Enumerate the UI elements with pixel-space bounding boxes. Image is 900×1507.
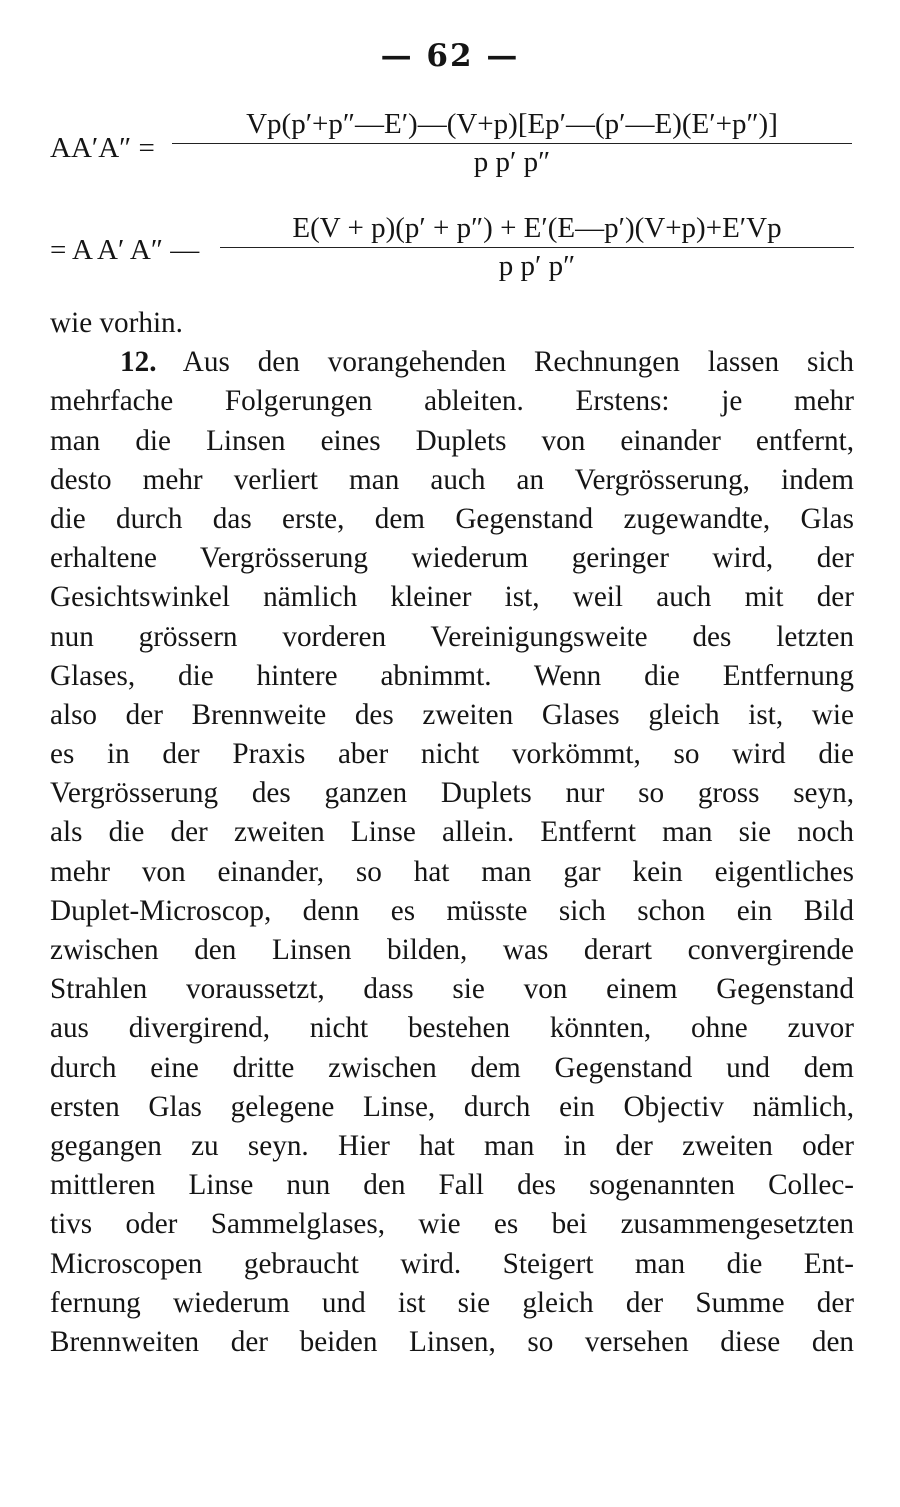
text-line xyxy=(50,343,854,382)
text-line: man die Linsen eines Duplets von einander entfernt, xyxy=(50,424,854,457)
equation-1-lhs: AA′A″ = xyxy=(50,132,155,164)
text-line: desto mehr verliert man auch an Vergrösserung, indem xyxy=(50,463,854,496)
text-line: also der Brennweite des zweiten Glases gleich ist, wie xyxy=(50,698,854,731)
equation-1-denominator: p p′ p″ xyxy=(473,146,551,178)
body-text xyxy=(50,304,854,1362)
text-line: Duplet-Microscop, denn es müsste sich schon ein Bild xyxy=(50,894,854,927)
equation-2-fraction xyxy=(220,212,854,283)
text-line: aus divergirend, nicht bestehen könnten, ohne zuvor xyxy=(50,1012,854,1045)
text-line: mehr von einander, so hat man gar kein eigentliches xyxy=(50,855,854,888)
text-line: es in der Praxis aber nicht vorkömmt, so wird die xyxy=(50,738,854,771)
text-line: gegangen zu seyn. Hier hat man in der zweiten oder xyxy=(50,1129,854,1162)
text-line: Glases, die hintere abnimmt. Wenn die Entfernung xyxy=(50,659,854,692)
equation-2 xyxy=(50,212,860,292)
equation-1 xyxy=(50,108,860,188)
equation-2-lhs: = A A′ A″ — xyxy=(50,234,200,266)
text-line: zwischen den Linsen bilden, was derart convergirende xyxy=(50,934,854,966)
text-line: Strahlen voraussetzt, dass sie von einem Gegenstand xyxy=(50,973,854,1006)
text-line-content: Aus den vorangehenden Rechnungen lassen sich xyxy=(182,346,855,379)
text-line: durch eine dritte zwischen dem Gegenstand und dem xyxy=(50,1051,854,1084)
text-line: Gesichtswinkel nämlich kleiner ist, weil auch mit der xyxy=(50,581,854,614)
text-line: nun grössern vorderen Vereinigungsweite des letzten xyxy=(50,620,854,653)
text-line: mehrfache Folgerungen ableiten. Erstens: je mehr xyxy=(50,385,854,418)
text-line: tivs oder Sammelglases, wie es bei zusammengesetzten xyxy=(50,1208,854,1241)
text-line: erhaltene Vergrösserung wiederum geringer wird, der xyxy=(50,542,854,575)
text-line: mittleren Linse nun den Fall des sogenannten Collec- xyxy=(50,1169,854,1202)
text-line: die durch das erste, dem Gegenstand zugewandte, Glas xyxy=(50,502,854,535)
text-line: fernung wiederum und ist sie gleich der Summe der xyxy=(50,1286,854,1319)
text-line: ersten Glas gelegene Linse, durch ein Objectiv nämlich, xyxy=(50,1090,854,1123)
paragraph-number: 12. xyxy=(120,346,157,379)
equation-1-numerator: Vp(p′+p″—E′)—(V+p)[Ep′—(p′—E)(E′+p″)] xyxy=(172,108,852,144)
page-number: — 62 — xyxy=(380,38,520,74)
equation-2-denominator: p p′ p″ xyxy=(498,250,576,282)
text-line: als die der zweiten Linse allein. Entfernt man sie noch xyxy=(50,816,854,849)
text-line: Brennweiten der beiden Linsen, so versehen diese den xyxy=(50,1325,854,1358)
text-line: Microscopen gebraucht wird. Steigert man die Ent- xyxy=(50,1247,854,1280)
text-line: wie vorhin. xyxy=(50,307,183,339)
equation-2-numerator: E(V + p)(p′ + p″) + E′(E—p′)(V+p)+E′Vp xyxy=(220,212,854,248)
text-line: Vergrösserung des ganzen Duplets nur so gross seyn, xyxy=(50,777,854,810)
equation-1-fraction xyxy=(172,108,852,179)
